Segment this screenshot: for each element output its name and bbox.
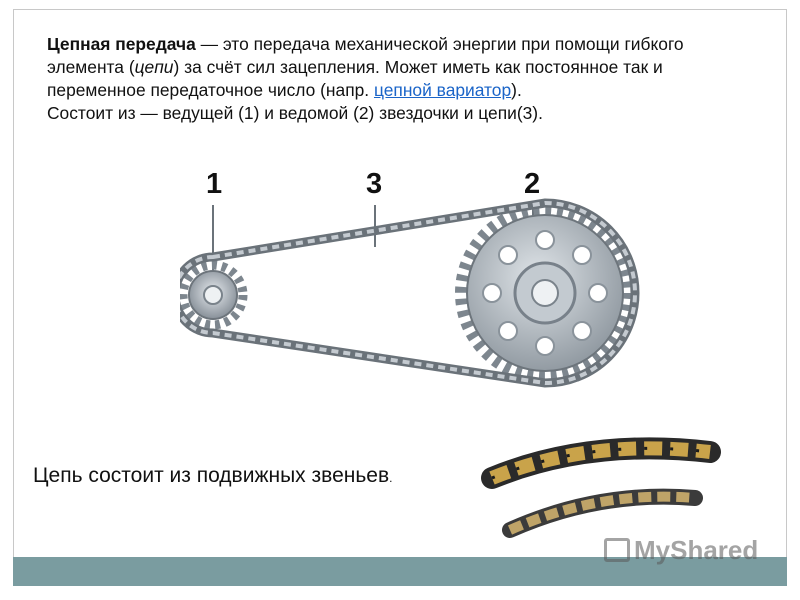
- chain-caption-period: .: [389, 471, 393, 485]
- label-chain: 3: [366, 168, 383, 200]
- chain-links-photo: [470, 428, 730, 540]
- intro-text-3: ).: [511, 80, 522, 100]
- watermark: [604, 535, 758, 566]
- intro-text-1: — это передача механической энергии при помощи гибкого элемента (: [47, 34, 684, 77]
- chain-segment-gold: [492, 448, 710, 478]
- chain-caption-text: Цепь состоит из подвижных звеньев: [33, 464, 390, 487]
- intro-paragraph: [47, 33, 717, 125]
- driven-bore: [532, 280, 558, 306]
- intro-italic: цепи: [134, 57, 174, 77]
- term-title: Цепная передача: [47, 34, 196, 54]
- chain-drive-illustration: [180, 195, 650, 445]
- intro-text-2: ) за счёт сил зацепления. Может иметь как постоянное так и переменное передаточное число (напр.: [47, 57, 663, 100]
- variator-link[interactable]: цепной вариатор: [373, 80, 512, 100]
- watermark-icon: [604, 538, 630, 562]
- intro-composition: Состоит из — ведущей (1) и ведомой (2) звездочки и цепи(3).: [47, 103, 543, 123]
- label-drive-sprocket: 1: [206, 168, 223, 200]
- label-driven-sprocket: 2: [524, 168, 541, 200]
- drive-bore: [204, 286, 222, 304]
- watermark-text: MyShared: [634, 535, 759, 565]
- chain-caption: [33, 464, 392, 488]
